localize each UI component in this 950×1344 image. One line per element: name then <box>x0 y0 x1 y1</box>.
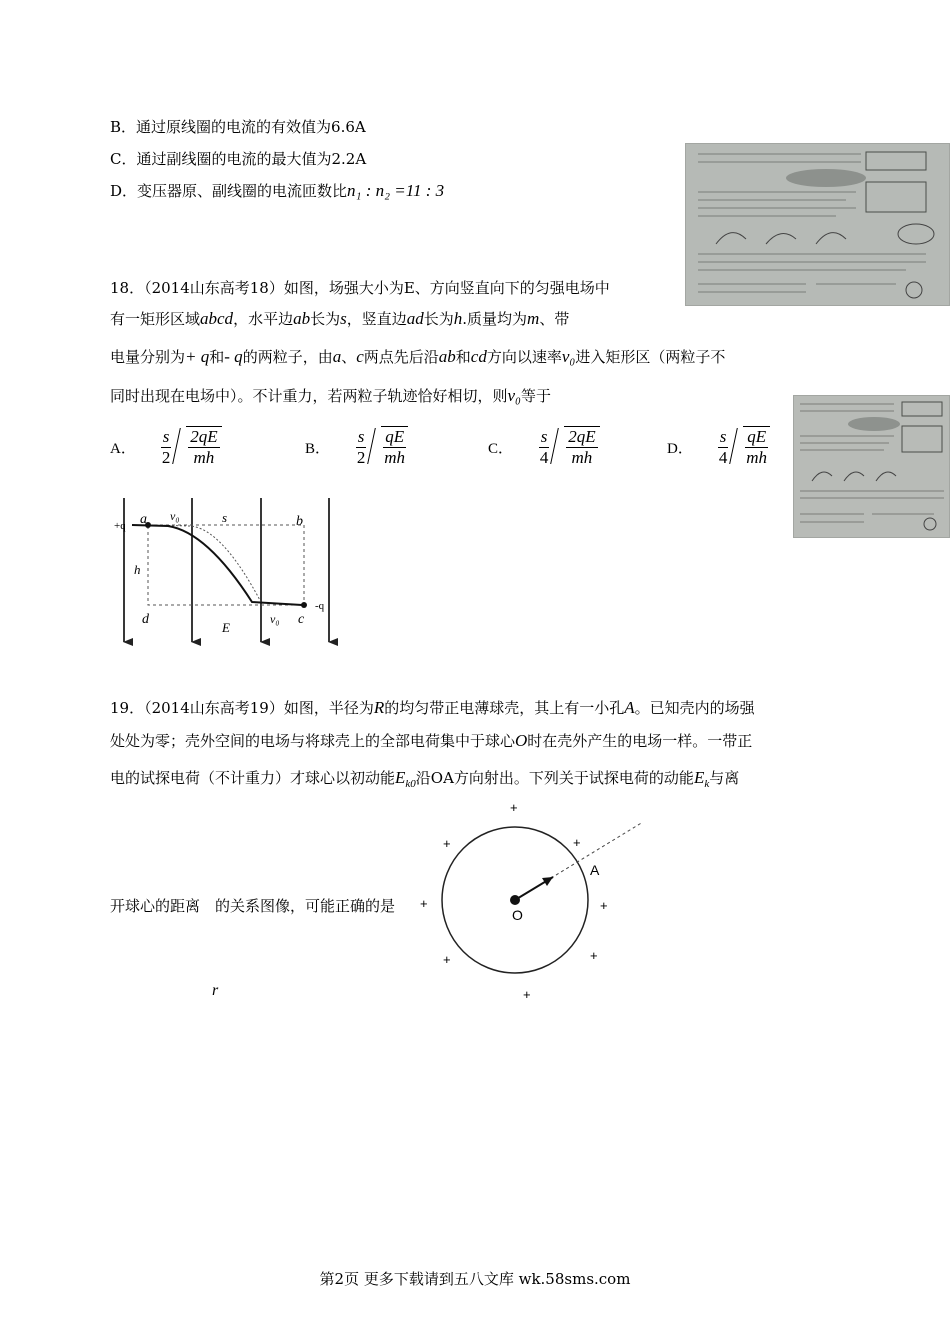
square-root <box>371 426 408 468</box>
text: 和 <box>209 348 225 366</box>
var-cd: cd <box>470 347 487 366</box>
q18-options <box>110 426 790 478</box>
option-label: C． <box>488 440 514 457</box>
label-h: h <box>134 562 141 577</box>
scanned-page-thumbnail <box>685 143 950 306</box>
text: 长为 <box>310 310 341 328</box>
var-s: s <box>340 309 347 328</box>
q19-sphere-diagram <box>415 800 655 1010</box>
text: 电量分别为 <box>110 348 186 366</box>
denominator: 2 <box>161 447 171 467</box>
var-E: E <box>395 768 406 787</box>
text: 。已知壳内的场强 <box>634 699 755 717</box>
radicand-denominator: mh <box>193 448 215 467</box>
page-footer: 第2页 更多下载请到五八文库 wk.58sms.com <box>319 1270 631 1288</box>
label-v0-bottom: v₀ <box>270 612 280 626</box>
fraction <box>161 427 172 468</box>
plus-sign: + <box>523 987 531 1002</box>
text: 等于 <box>520 387 551 405</box>
plus-sign: + <box>443 836 451 851</box>
square-root <box>554 426 599 468</box>
var-E: E <box>693 768 705 787</box>
text: 电的试探电荷（不计重力）才球心以初动能 <box>110 769 396 787</box>
radicand-numerator: qE <box>747 427 767 446</box>
text: 19．（2014山东高考19）如图，半径为 <box>110 699 374 717</box>
plus-sign: + <box>590 948 598 963</box>
q17-option-c: C．通过副线圈的电流的最大值为2.2A <box>110 150 367 168</box>
option-label: D． <box>667 440 693 457</box>
var-plus-q: + q <box>185 347 210 366</box>
q18-line2 <box>110 308 569 329</box>
text: 方向以速率 <box>486 348 562 366</box>
q18-option-d <box>667 426 770 468</box>
q19-line4: 开球心的距离 的关系图像，可能正确的是 <box>110 897 396 915</box>
var-R: R <box>373 698 385 717</box>
plus-sign: + <box>420 896 428 911</box>
option-label: A． <box>110 440 136 457</box>
trajectory <box>132 525 302 605</box>
label-d: d <box>142 612 149 627</box>
var-v0: v₀ <box>507 386 521 405</box>
q18-line3 <box>110 346 725 367</box>
var-c: c <box>356 347 364 366</box>
var-r: r <box>212 982 219 999</box>
q18-option-b <box>305 426 408 468</box>
radicand-numerator: 2qE <box>190 427 218 446</box>
q18-line1: 18．（2014山东高考18）如图，场强大小为E、方向竖直向下的匀强电场中 <box>110 279 610 297</box>
label-s: s <box>222 510 228 525</box>
var-h: h <box>453 309 463 328</box>
q18-option-a <box>110 426 222 468</box>
fraction <box>718 427 729 468</box>
radicand-denominator: mh <box>746 448 768 467</box>
label-E: E <box>222 620 230 635</box>
text: 进入矩形区（两粒子不 <box>575 348 726 366</box>
label-v0-top: v₀ <box>170 509 180 523</box>
denominator: 2 <box>356 447 366 467</box>
numerator: s <box>719 426 727 446</box>
plus-sign: + <box>600 898 608 913</box>
var-minus-q: - q <box>224 347 243 366</box>
numerator: s <box>162 426 170 446</box>
radicand-numerator: qE <box>385 427 405 446</box>
denominator: 4 <box>539 447 549 467</box>
text: 的两粒子，由 <box>242 348 333 366</box>
radicand-denominator: mh <box>384 448 406 467</box>
var-abcd: abcd <box>200 309 234 328</box>
q18-line4 <box>110 385 551 406</box>
label-minus-q: -q <box>315 600 325 612</box>
label-plus-q: +q <box>114 520 126 532</box>
q17-option-d-math: n₁ : n₂ =11 : 3 <box>347 181 445 200</box>
label-A: A <box>590 862 600 878</box>
denominator: 4 <box>718 447 728 467</box>
subscript-k0: k0 <box>405 778 416 790</box>
label-a: a <box>140 512 147 527</box>
text: ，竖直边 <box>346 310 407 328</box>
text: 的均匀带正电薄球壳，其上有一小孔 <box>384 699 625 717</box>
option-label: B． <box>305 440 331 457</box>
var-ab: ab <box>293 309 311 328</box>
plus-sign: + <box>510 800 518 815</box>
q18-option-c <box>488 426 600 468</box>
var-ab: ab <box>438 347 456 366</box>
q17-option-d <box>110 180 444 201</box>
numerator: s <box>540 426 548 446</box>
numerator: s <box>357 426 365 446</box>
var-O: O <box>515 731 528 750</box>
plus-sign: + <box>573 835 581 850</box>
plus-sign: + <box>443 952 451 967</box>
text: 长为 <box>423 310 454 328</box>
fraction <box>539 427 550 468</box>
text: 、 <box>341 348 357 366</box>
radicand-numerator: 2qE <box>568 427 596 446</box>
var-v0: v₀ <box>561 347 576 366</box>
text: ，水平边 <box>233 310 294 328</box>
fraction <box>356 427 367 468</box>
text: 处处为零；壳外空间的电场与将球壳上的全部电荷集中于球心 <box>110 732 516 750</box>
particle-c <box>301 602 307 608</box>
square-root <box>733 426 770 468</box>
q17-option-d-text: D．变压器原、副线圈的电流匝数比 <box>110 182 348 200</box>
text: 和 <box>455 348 471 366</box>
text: 有一矩形区域 <box>110 310 201 328</box>
label-b: b <box>296 514 303 529</box>
text: 、带 <box>539 310 570 328</box>
label-O: O <box>512 907 523 923</box>
label-c: c <box>298 612 305 627</box>
q19-line2 <box>110 730 752 751</box>
text: 时在壳外产生的电场一样。一带正 <box>527 732 753 750</box>
var-m: m <box>527 309 540 328</box>
text: 两点先后沿 <box>363 348 439 366</box>
q19-line3 <box>110 767 739 790</box>
text: 沿OA方向射出。下列关于试探电荷的动能 <box>415 769 694 787</box>
var-A: A <box>624 698 635 717</box>
subscript-k: k <box>704 778 710 790</box>
text: 与离 <box>709 769 740 787</box>
center-dot <box>510 895 520 905</box>
text: .质量均为 <box>462 310 528 328</box>
var-a: a <box>332 347 342 366</box>
q17-option-b: B．通过原线圈的电流的有效值为6.6A <box>110 118 366 136</box>
square-root <box>176 426 221 468</box>
var-ad: ad <box>406 309 424 328</box>
radicand-denominator: mh <box>571 448 593 467</box>
text: 同时出现在电场中）。不计重力，若两粒子轨迹恰好相切，则 <box>110 387 508 405</box>
q19-line1 <box>110 697 755 718</box>
q18-field-diagram <box>112 492 352 657</box>
scanned-page-thumbnail <box>793 395 950 538</box>
